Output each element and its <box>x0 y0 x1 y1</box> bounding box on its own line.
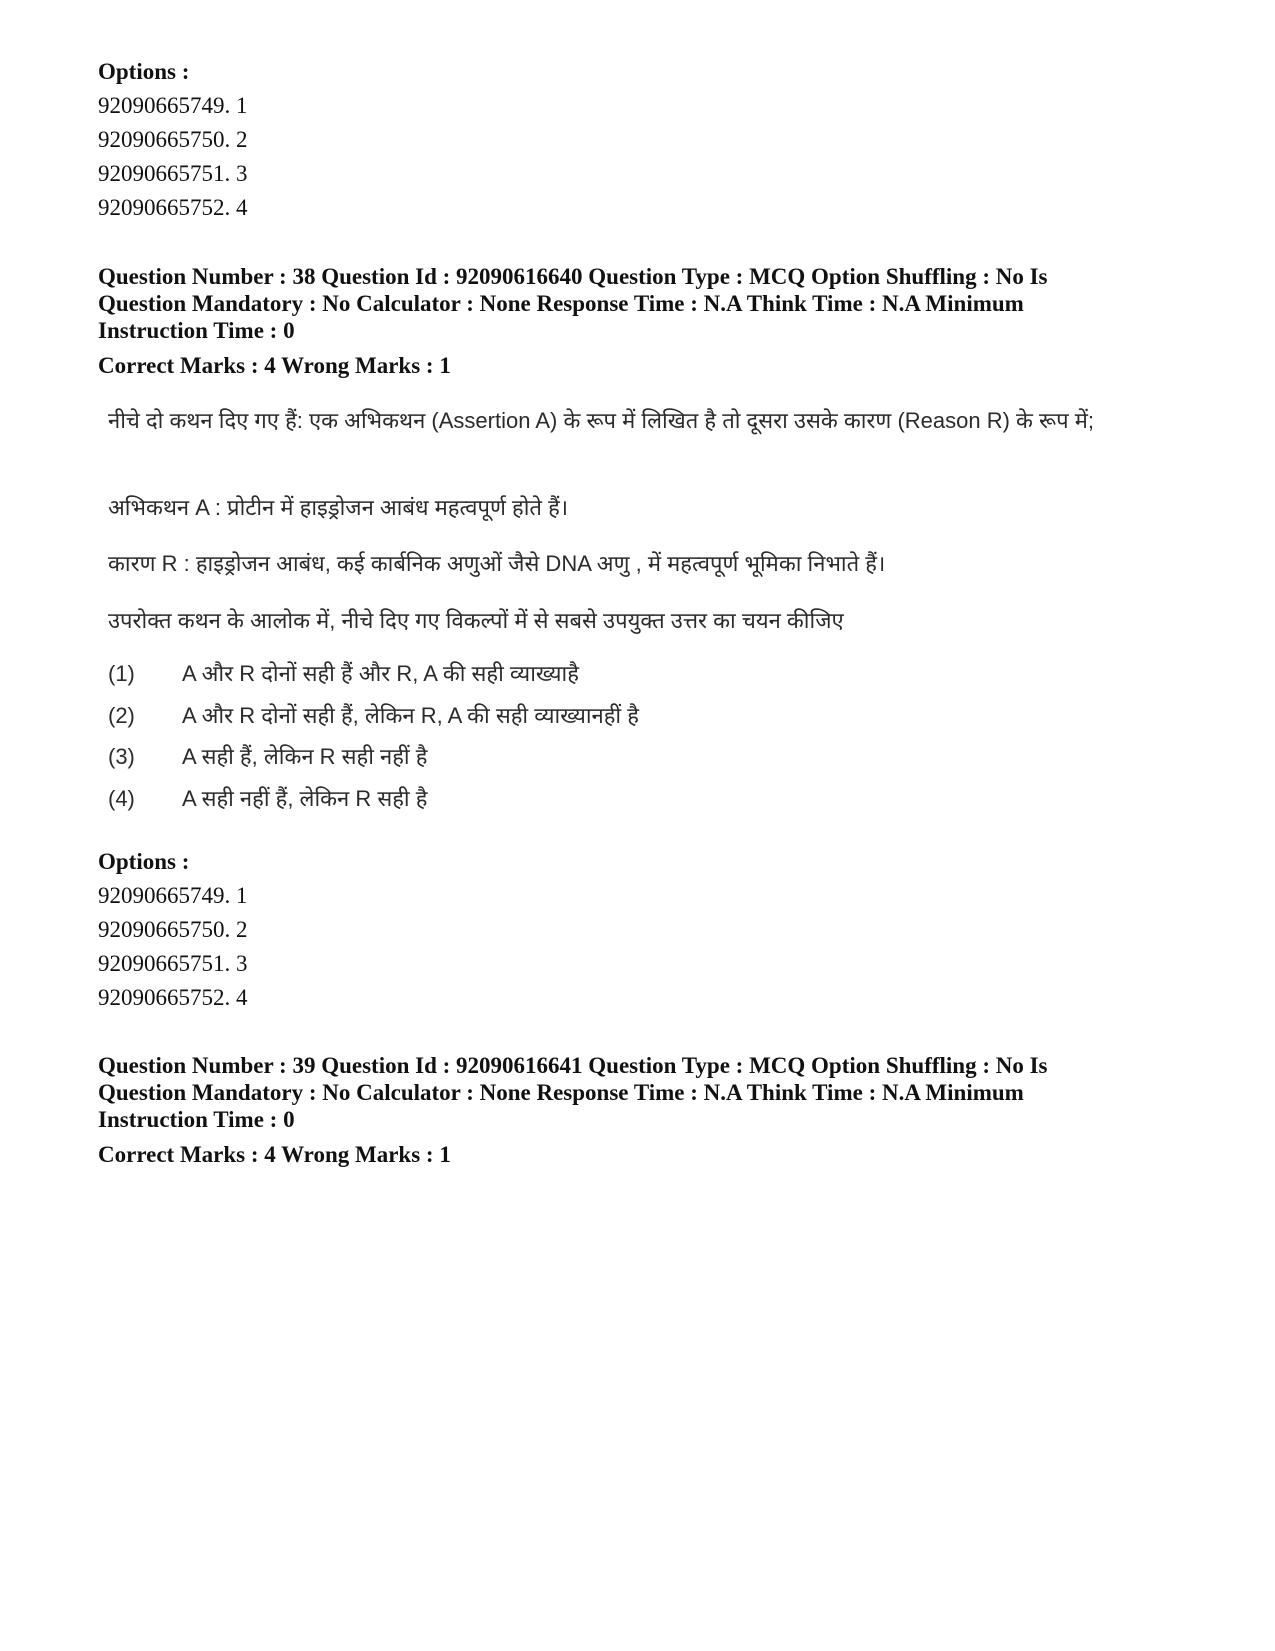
option-line: 92090665751. 3 <box>98 951 248 976</box>
instruction-text: उपरोक्त कथन के आलोक में, नीचे दिए गए विकल्पों में से सबसे उपयुक्त उत्तर का चयन कीजिए <box>108 608 844 633</box>
question-header: Question Number : 38 Question Id : 92090616640 Question Type : MCQ Option Shuffling : No Is Question Mandatory : No Calculator : None Response Time : N.A Think Time : N.A Minimum Instruction Time : 0 <box>98 264 1048 343</box>
assertion-text: अभिकथन A : प्रोटीन में हाइड्रोजन आबंध महत्वपूर्ण होते हैं। <box>108 495 569 520</box>
choice-text: A सही हैं, लेकिन R सही नहीं है <box>182 744 428 769</box>
option-line: 92090665750. 2 <box>98 917 248 942</box>
answer-choice-4 <box>108 784 427 814</box>
question-header: Question Number : 39 Question Id : 92090616641 Question Type : MCQ Option Shuffling : No Is Question Mandatory : No Calculator : None Response Time : N.A Think Time : N.A Minimum Instruction Time : 0 <box>98 1053 1048 1132</box>
reason-text: कारण R : हाइड्रोजन आबंध, कई कार्बनिक अणुओं जैसे DNA अणु , में महत्वपूर्ण भूमिका निभाते हैं। <box>108 551 886 576</box>
choice-text: A और R दोनों सही हैं, लेकिन R, A की सही व्याख्यानहीं है <box>182 703 639 728</box>
answer-choice-1 <box>108 659 579 689</box>
options-block-1 <box>98 55 1178 225</box>
option-line: 92090665750. 2 <box>98 127 248 152</box>
option-line: 92090665751. 3 <box>98 161 248 186</box>
option-line: 92090665749. 1 <box>98 883 248 908</box>
options-block-2 <box>98 845 1178 1015</box>
question-38-header-block <box>98 263 1178 402</box>
options-title: Options : <box>98 849 190 874</box>
choice-text: A और R दोनों सही हैं और R, A की सही व्याख्याहै <box>182 661 579 686</box>
question-intro: नीचे दो कथन दिए गए हैं: एक अभिकथन (Assertion A) के रूप में लिखित है तो दूसरा उसके कारण (Reason R) के रूप में; <box>108 408 1095 433</box>
choice-number: (3) <box>108 744 135 769</box>
question-marks: Correct Marks : 4 Wrong Marks : 1 <box>98 1142 451 1167</box>
question-marks: Correct Marks : 4 Wrong Marks : 1 <box>98 353 451 378</box>
option-line: 92090665752. 4 <box>98 985 248 1010</box>
choice-number: (4) <box>108 786 135 811</box>
choice-number: (1) <box>108 661 135 686</box>
choice-text: A सही नहीं हैं, लेकिन R सही है <box>182 786 428 811</box>
option-line: 92090665752. 4 <box>98 195 248 220</box>
answer-choice-3 <box>108 742 427 772</box>
choice-number: (2) <box>108 703 135 728</box>
options-title: Options : <box>98 59 190 84</box>
option-line: 92090665749. 1 <box>98 93 248 118</box>
question-39-header-block <box>98 1052 1178 1191</box>
answer-choice-2 <box>108 701 639 731</box>
